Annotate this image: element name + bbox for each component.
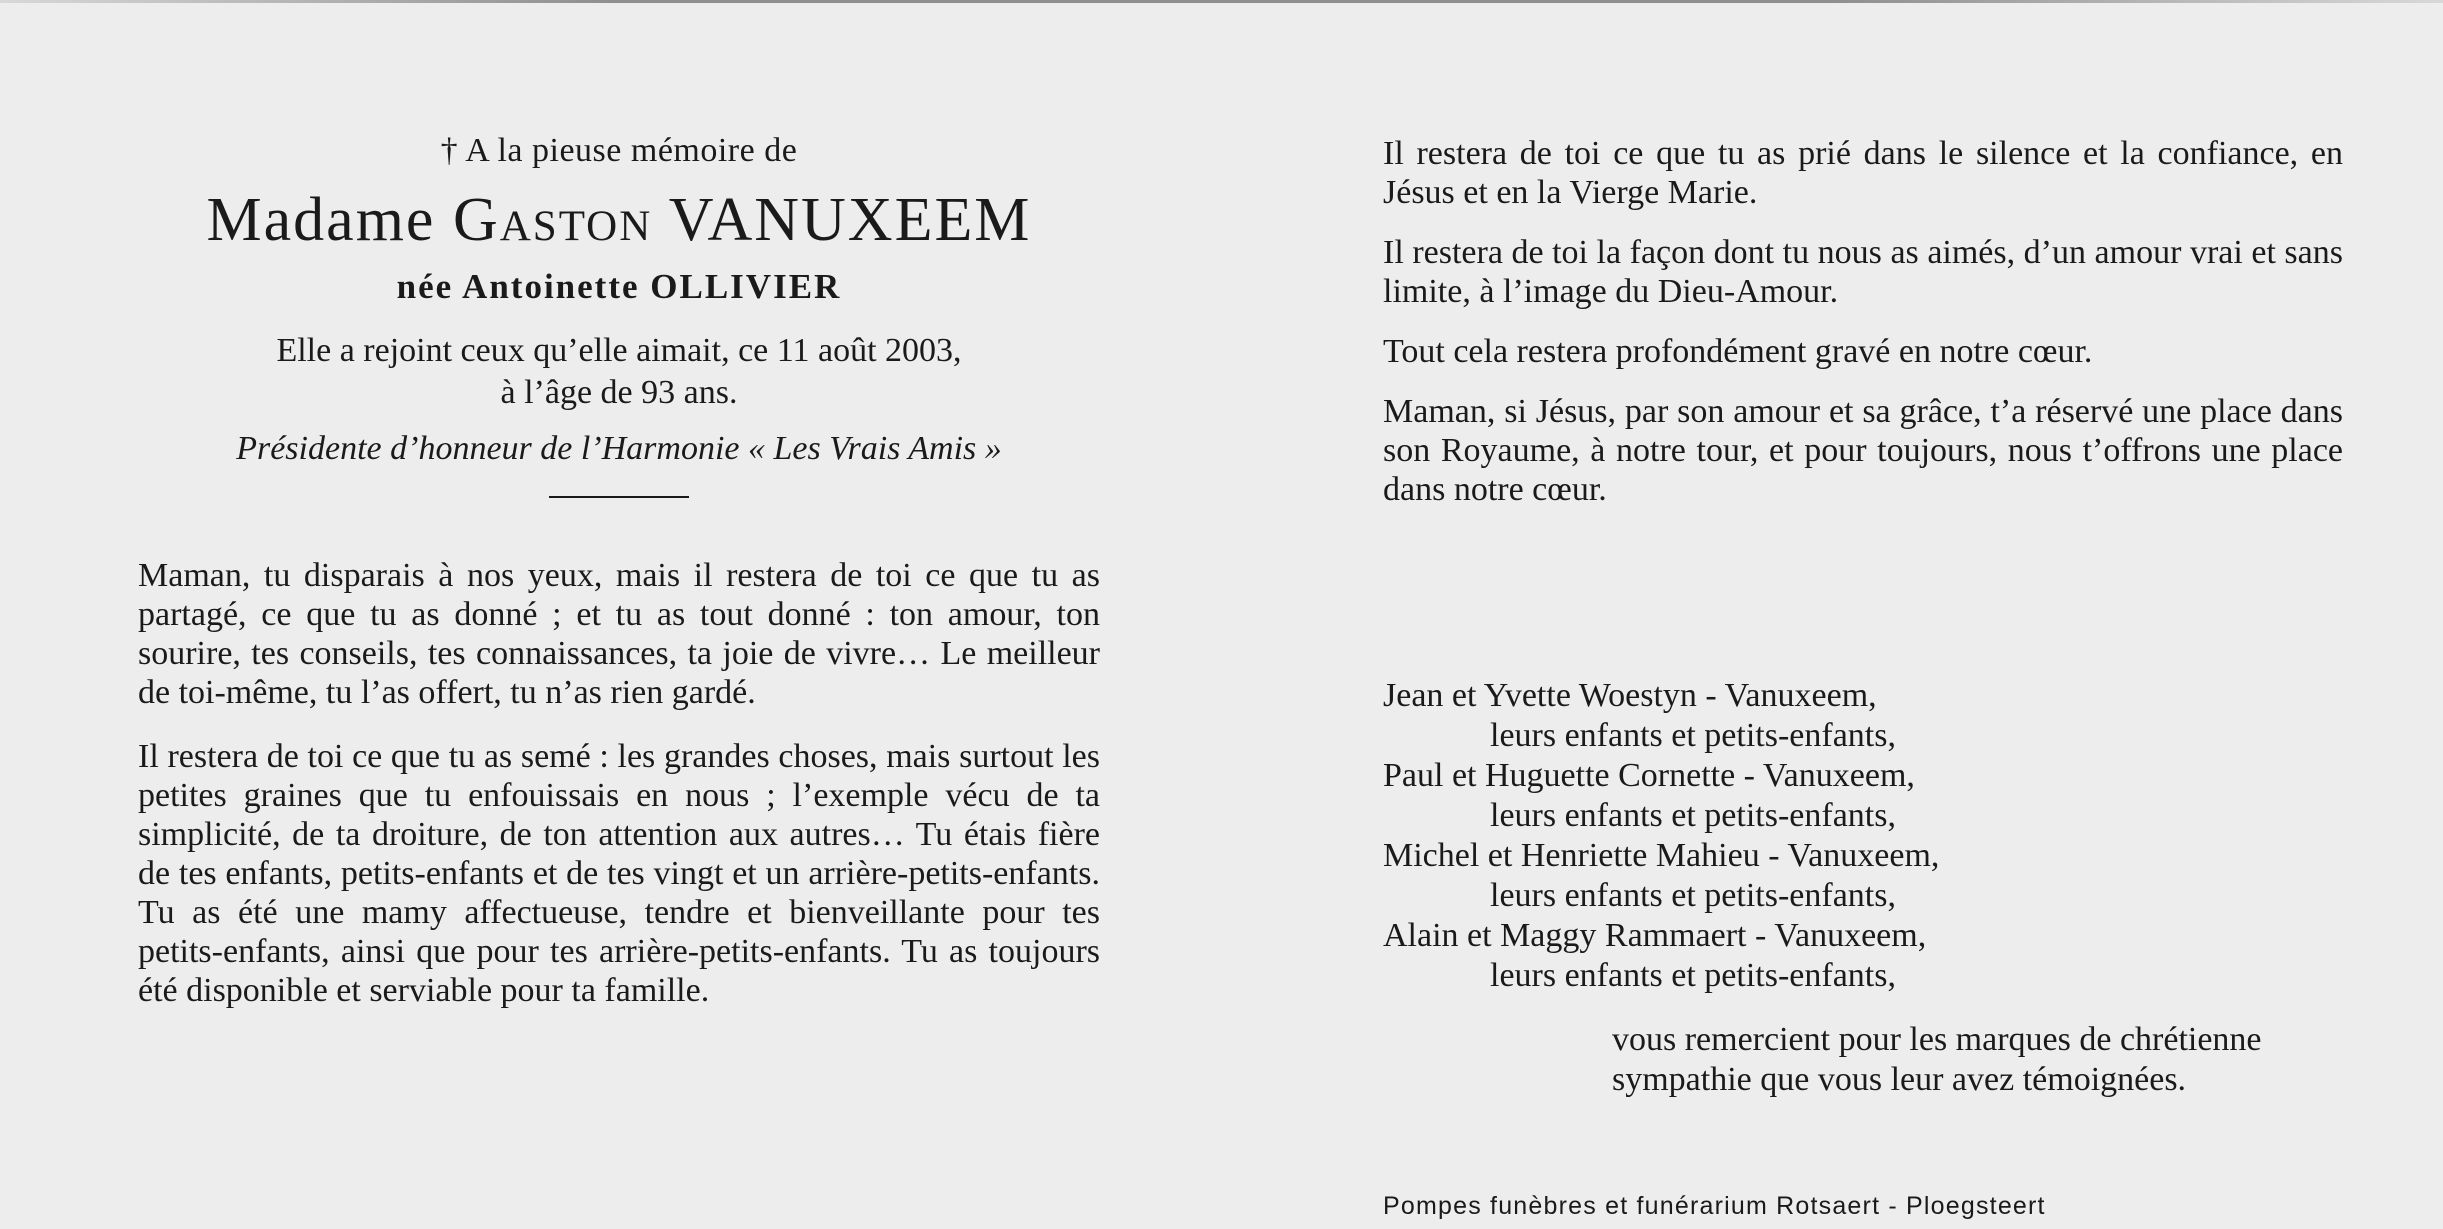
memory-heading: † A la pieuse mémoire de	[440, 132, 798, 169]
death-notice	[138, 330, 1100, 414]
signer-name: Alain et Maggy Rammaert - Vanuxeem,	[1383, 917, 1927, 954]
name-last: VANUXEEM	[668, 186, 1032, 254]
nee-prefix: née	[396, 267, 454, 306]
tribute-paragraph-4: Il restera de toi la façon dont tu nous as aimés, d’un amour vrai et sans limite, à l’image du Dieu-Amour.	[1383, 234, 2343, 310]
signer-name: Jean et Yvette Woestyn - Vanuxeem,	[1383, 677, 1877, 714]
tribute-paragraph-5: Tout cela restera profondément gravé en notre cœur.	[1383, 333, 2093, 370]
tribute-paragraph-2: Il restera de toi ce que tu as semé : les grandes choses, mais surtout les petites graines que tu enfouissais en nous ; l’exemple vécu de ta simplicité, de ta droiture, de ton attention aux autres… Tu étais fière de tes enfants, petits-enfants et de tes vingt et un arrière-petits-enfants. Tu as été une mamy affectueuse, tendre et bienveillante pour tes petits-enfants, ainsi que pour tes arrière-petits-enfants. Tu as toujours été disponible et serviable pour ta famille.	[138, 738, 1100, 1009]
family-signers	[1383, 676, 2343, 996]
right-page	[1383, 134, 2343, 509]
tribute-paragraph-1: Maman, tu disparais à nos yeux, mais il restera de toi ce que tu as partagé, ce que tu as donné ; et tu as tout donné : ton amour, ton sourire, tes conseils, tes connaissances, ta joie de vivre… Le meilleur de toi-même, tu l’as offert, tu n’as rien gardé.	[138, 557, 1100, 711]
death-date-line: Elle a rejoint ceux qu’elle aimait, ce 11 août 2003,	[276, 332, 962, 369]
honorary-title: Présidente d’honneur de l’Harmonie « Les Vrais Amis »	[236, 430, 1002, 467]
signer-descendants: leurs enfants et petits-enfants,	[1490, 957, 1896, 994]
name-first: Gaston	[452, 186, 653, 254]
name-prefix: Madame	[206, 186, 436, 254]
nee-last: OLLIVIER	[650, 267, 842, 306]
divider-rule	[549, 496, 689, 498]
signer-descendants: leurs enfants et petits-enfants,	[1490, 717, 1896, 754]
signer-descendants: leurs enfants et petits-enfants,	[1490, 877, 1896, 914]
funeral-home-credit: Pompes funèbres et funérarium Rotsaert - Ploegsteert	[1383, 1192, 2046, 1220]
nee-first: Antoinette	[462, 267, 640, 306]
age-line: à l’âge de 93 ans.	[500, 374, 738, 411]
deceased-name	[138, 178, 1100, 262]
signer-name: Paul et Huguette Cornette - Vanuxeem,	[1383, 757, 1915, 794]
left-page	[138, 126, 1100, 1010]
tribute-paragraph-6: Maman, si Jésus, par son amour et sa grâce, t’a réservé une place dans son Royaume, à notre tour, et pour toujours, nous t’offrons une place dans notre cœur.	[1383, 393, 2343, 508]
thanks-message: vous remercient pour les marques de chrétienne sympathie que vous leur avez témoignées.	[1612, 1021, 2262, 1098]
signer-name: Michel et Henriette Mahieu - Vanuxeem,	[1383, 837, 1940, 874]
tribute-paragraph-3: Il restera de toi ce que tu as prié dans le silence et la confiance, en Jésus et en la Vierge Marie.	[1383, 135, 2343, 211]
maiden-name	[138, 262, 1100, 312]
signer-descendants: leurs enfants et petits-enfants,	[1490, 797, 1896, 834]
page-top-edge	[0, 0, 2443, 3]
